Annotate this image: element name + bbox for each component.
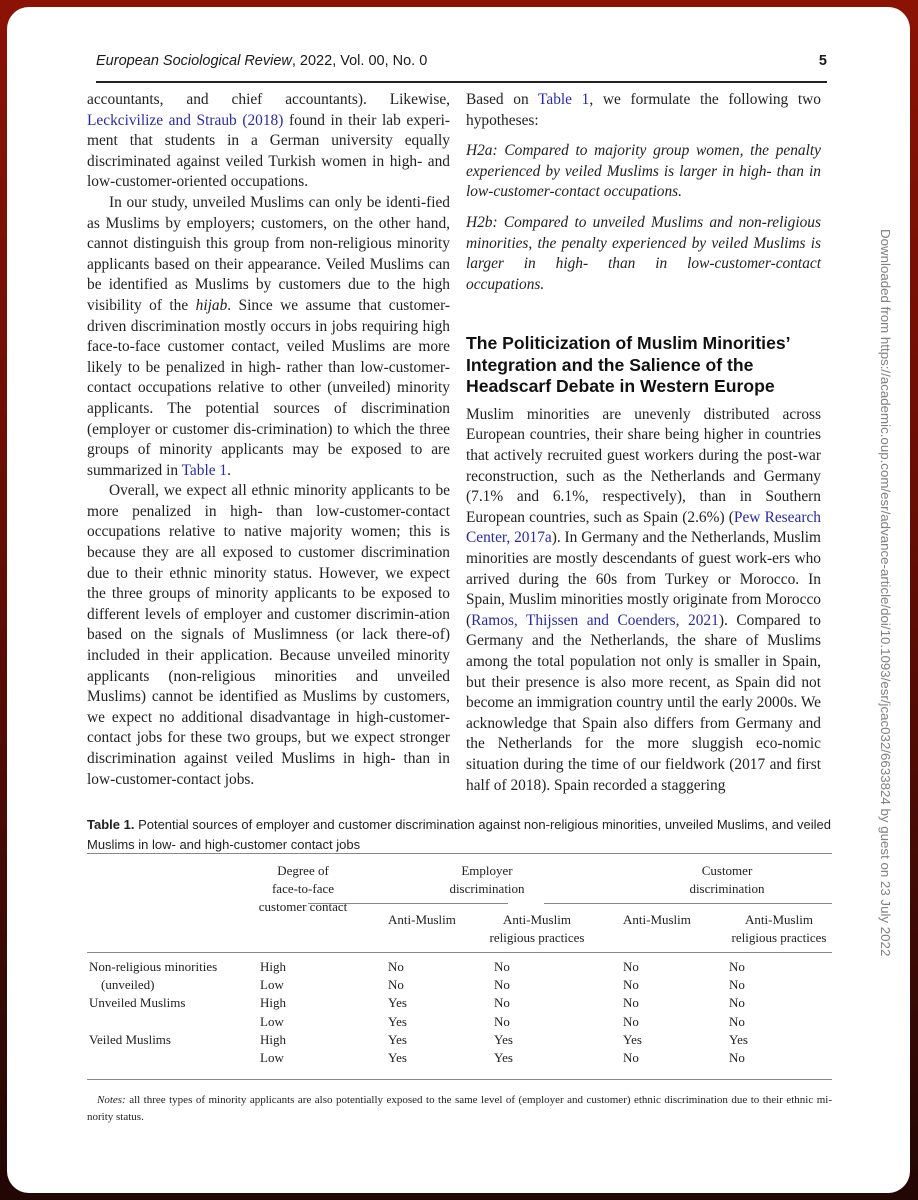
table-top-rule [87,853,832,854]
header-text: Customer [701,863,753,878]
cell-cus-am: No [623,995,639,1011]
cell-group: (unveiled) [101,977,155,993]
cell-emp-am: Yes [388,1031,407,1047]
cell-contact: Low [260,1013,284,1029]
hypothesis-h2b: H2b: Compared to unveiled Muslims and non-religious minorities, the penalty experienced by veiled Muslims is larger in high- than in low-customer-contact occupations. [466,213,821,293]
header-text: discrimination [689,881,765,896]
notes-label: Notes: [97,1094,126,1106]
header-text: religious practices [731,930,827,945]
cell-group: Veiled Muslims [89,1031,171,1047]
cell-emp-rp: Yes [494,1050,513,1065]
cell-cus-am: Yes [623,1031,642,1047]
table-header-rule [87,952,832,953]
table-notes [87,1092,832,1126]
page-number: 5 [818,53,827,69]
cell-emp-rp: No [494,1013,510,1029]
cell-emp-am: Yes [388,1013,407,1029]
cell-cus-am: No [623,1050,639,1065]
download-watermark [875,229,895,969]
left-column [87,90,450,790]
header-text: face-to-face [271,881,335,896]
caption-text: Potential sources of employer and customer discrimination against non-religious minorities, unveiled Muslims, and veiled Muslims in low- and high-customer contact jobs [87,817,832,852]
header-text: Anti-Muslim [503,912,571,927]
cell-cus-rp: No [729,959,745,974]
table-bottom-rule [87,1079,832,1080]
text: . [227,461,231,479]
header-text: Employer [461,863,513,878]
table-caption [87,815,832,855]
cell-emp-am: No [388,977,404,993]
header-rule [96,81,827,83]
cell-emp-am: Yes [388,995,407,1011]
header-employer [387,862,587,898]
cell-cus-rp: No [729,1050,745,1065]
paragraph [466,405,821,796]
citation-link[interactable]: Pew Research Center, 2017a [466,508,821,547]
table-link[interactable]: Table 1 [181,461,228,479]
header-employer-anti-muslim: Anti-Muslim [388,912,456,927]
emphasis: hijab [195,296,228,314]
table-label: Table 1. [87,817,135,832]
header-text: religious practices [489,930,585,945]
table-link[interactable]: Table 1 [538,91,590,108]
paragraph [87,90,450,193]
cell-contact: High [260,995,286,1011]
cell-contact: Low [260,1050,284,1065]
header-degree [233,862,373,916]
watermark-text: Downloaded from https://academic.oup.com/esr/advance-article/doi/10.1093/esr/jcac032/6633824 by guest on 23 July 2022 [878,229,893,957]
paragraph [87,193,450,481]
text: accountants, and chief accountants). Likewise, [87,91,450,108]
paragraph [466,90,821,131]
cell-contact: High [260,1031,286,1047]
header-customer-religious-practices [719,911,839,947]
cell-contact: High [260,959,286,974]
cell-group: Non-religious minorities [89,959,218,974]
text: found in their lab experi-ment that students in a German university equally discriminated against veiled Turkish women in high- and low-customer-oriented occupations. [87,111,451,191]
cell-cus-am: No [623,959,639,974]
notes-text: all three types of minority applicants are also potentially exposed to the same level of (employer and customer) ethnic discrimination due to their ethnic mi-nority status. [87,1094,832,1123]
citation-link[interactable]: Ramos, Thijssen and Coenders, 2021 [471,611,719,629]
cell-emp-am: Yes [388,1050,407,1065]
text: In our study, unveiled Muslims can only be identi-fied as Muslims by employers; customers, on the other hand, cannot distinguish this group from non-religious minority applicants based on their appearance. Veiled Muslims can be identified as Muslims by customers due to the high visibility of the [87,193,450,314]
text: , we formulate the following two hypotheses: [466,91,821,129]
text: Muslim minorities are unevenly distributed across European countries, their share being higher in countries that actively recruited guest workers during the post-war reconstruction, such as the Netherlands and Germany (7.1% and 6.1%, respectively), than in Southern European countries, such as Spain (2.6%) ( [466,405,821,526]
running-head [96,53,827,77]
paragraph: Overall, we expect all ethnic minority applicants to be more penalized in high- than low-customer-contact occupations relative to native majority women; this is because they are all exposed to customer discrimination due to their ethnic minority status. However, we expect the three groups of minority applicants to be exposed to different levels of employer and customer discrimin-ation based on the signals of Muslimness (or lack there-of) included in their application. Because unveiled minority applicants (non-religious minorities and unveiled Muslims) cannot be identified as Muslims by customers, we expect no additional disadvantage in high-customer-contact jobs for these two groups, but we expect stronger discrimination against veiled Muslims in high- than in low-customer-contact jobs. [87,482,450,788]
cell-emp-rp: No [494,995,510,1011]
text: . Since we assume that customer-driven discrimination mostly occurs in jobs requiring high face-to-face customer contact, veiled Muslims are more likely to be penalized in high- rather than low-customer-contact occupations relative to other (unveiled) minority applicants. The potential sources of discrimination (employer or customer dis-crimination) to which the three groups of minority applicants may be exposed to are summarized in [87,296,451,479]
cell-emp-rp: Yes [494,1031,513,1047]
cell-cus-rp: No [729,1013,745,1029]
right-column [466,90,821,796]
cell-cus-rp: Yes [729,1031,748,1047]
header-text: discrimination [449,881,525,896]
cell-emp-rp: No [494,959,510,974]
text: Based on [466,91,539,108]
cell-cus-rp: No [729,995,745,1011]
text: ). In Germany and the Netherlands, Muslim minorities are mostly descendants of guest work-ers who arrived during the 60s from Turkey or Morocco. In Spain, Muslim minorities mostly originate from Morocco ( [466,529,821,629]
journal-name: European Sociological Review [96,53,292,69]
header-text: Degree of [277,863,329,878]
hypothesis-h2a: H2a: Compared to majority group women, the penalty experienced by veiled Muslims is larger in high- than in low-customer-contact occupations. [466,142,821,201]
header-customer-anti-muslim: Anti-Muslim [623,912,691,927]
cell-cus-am: No [623,1013,639,1029]
text: ). Compared to Germany and the Netherlands, the share of Muslims among the total population not only is smaller in Spain, but their presence is also more recent, as Spain did not become an immigration country until the early 2000s. We acknowledge that Spain also differs from Germany and the Netherlands for the more sluggish eco-nomic situation during the time of our fieldwork (2017 and first half of 2018). Spain recorded a staggering [466,611,821,794]
pdf-page [7,7,910,1193]
header-customer [622,862,832,898]
header-employer-religious-practices [477,911,597,947]
cell-group: Unveiled Muslims [89,995,186,1011]
cell-emp-am: No [388,959,404,974]
cell-cus-am: No [623,977,639,993]
cell-cus-rp: No [729,977,745,993]
citation-link[interactable]: Leckcivilize and Straub (2018) [87,111,284,129]
journal-details: , 2022, Vol. 00, No. 0 [291,53,428,69]
cell-contact: Low [260,977,284,993]
cell-emp-rp: No [494,977,510,993]
header-text: customer contact [258,899,348,914]
header-text: Anti-Muslim [745,912,813,927]
section-title: The Politicization of Muslim Minorities’ Integration and the Salience of the Headscarf Debate in Western Europe [466,333,790,397]
customer-span-rule [544,903,832,904]
